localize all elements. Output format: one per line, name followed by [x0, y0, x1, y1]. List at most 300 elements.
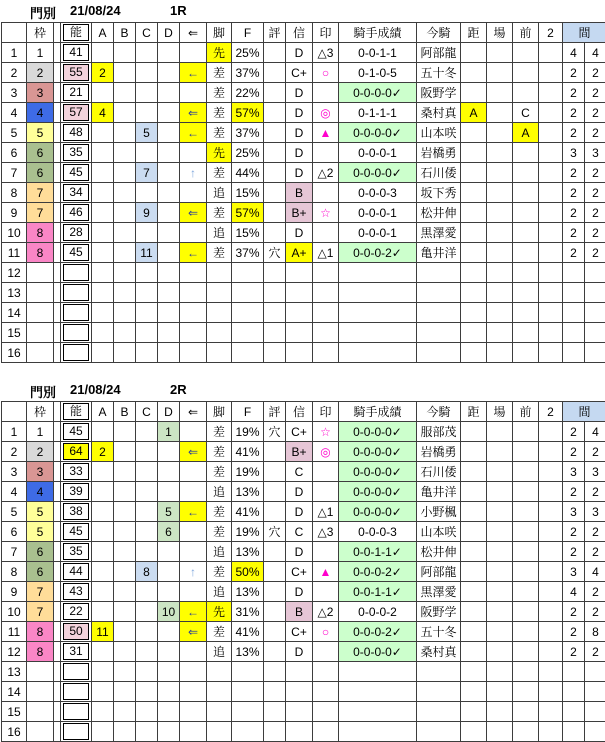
cell-ma2	[585, 722, 605, 742]
cell-hyo	[264, 303, 286, 323]
cell-C	[136, 103, 158, 123]
cell-A	[92, 602, 114, 622]
cell-hyo	[264, 702, 286, 722]
nou-value-box: 45	[63, 244, 89, 261]
cell-B	[114, 323, 136, 343]
cell-num: 5	[2, 123, 27, 143]
cell-B	[114, 43, 136, 63]
cell-ba	[487, 223, 513, 243]
cell-B	[114, 482, 136, 502]
cell-D	[158, 343, 180, 363]
cell-sep	[54, 442, 61, 462]
cell-A	[92, 223, 114, 243]
cell-F: 15%	[232, 223, 264, 243]
horse-row-7	[2, 542, 605, 562]
cell-ma1: 2	[563, 183, 585, 203]
cell-C	[136, 682, 158, 702]
cell-ma1: 2	[563, 103, 585, 123]
cell-F: 19%	[232, 522, 264, 542]
cell-B	[114, 343, 136, 363]
cell-shin: D	[286, 123, 313, 143]
cell-F	[232, 303, 264, 323]
horse-row-4	[2, 482, 605, 502]
cell-sep	[54, 63, 61, 83]
col-header-shin: 信	[286, 23, 313, 43]
cell-ma1: 2	[563, 163, 585, 183]
cell-sei: 0-0-0-0✓	[339, 123, 417, 143]
horse-row-1	[2, 43, 605, 63]
cell-mae	[513, 622, 539, 642]
cell-waku	[27, 702, 54, 722]
cell-A	[92, 143, 114, 163]
cell-D	[158, 702, 180, 722]
cell-ma2: 4	[585, 562, 605, 582]
cell-mark	[313, 482, 339, 502]
cell-ma1	[563, 323, 585, 343]
nou-value-box	[63, 344, 89, 361]
cell-B	[114, 183, 136, 203]
cell-mae: A	[513, 123, 539, 143]
cell-ashi: 追	[207, 582, 232, 602]
cell-ni	[539, 203, 563, 223]
nou-value-box: 33	[63, 463, 89, 480]
cell-A	[92, 43, 114, 63]
cell-shin: D	[286, 83, 313, 103]
cell-ba	[487, 303, 513, 323]
cell-hyo	[264, 722, 286, 742]
cell-ma1: 2	[563, 422, 585, 442]
cell-sei	[339, 303, 417, 323]
cell-D	[158, 462, 180, 482]
horse-row-6	[2, 522, 605, 542]
cell-A	[92, 642, 114, 662]
cell-arw: ←	[180, 243, 207, 263]
cell-shin: B+	[286, 442, 313, 462]
cell-mark	[313, 263, 339, 283]
col-header-B: B	[114, 23, 136, 43]
cell-D	[158, 662, 180, 682]
cell-mark	[313, 223, 339, 243]
cell-mae	[513, 163, 539, 183]
cell-C: 8	[136, 562, 158, 582]
horse-row-3	[2, 83, 605, 103]
cell-A	[92, 183, 114, 203]
cell-ba	[487, 522, 513, 542]
cell-D	[158, 642, 180, 662]
cell-ba	[487, 722, 513, 742]
cell-arw: ⇐	[180, 103, 207, 123]
cell-ashi: 差	[207, 422, 232, 442]
cell-hyo	[264, 662, 286, 682]
col-header-ba: 場	[487, 402, 513, 422]
cell-waku: 4	[27, 103, 54, 123]
cell-ba	[487, 502, 513, 522]
cell-sep	[54, 642, 61, 662]
cell-mae	[513, 702, 539, 722]
col-header-nou	[61, 23, 92, 43]
cell-nou	[61, 263, 92, 283]
cell-sep	[54, 103, 61, 123]
cell-sei: 0-0-0-2✓	[339, 243, 417, 263]
cell-D	[158, 442, 180, 462]
cell-F: 50%	[232, 562, 264, 582]
horse-row-5	[2, 123, 605, 143]
cell-A	[92, 163, 114, 183]
cell-ma1	[563, 662, 585, 682]
col-header-sep	[54, 402, 61, 422]
cell-sep	[54, 123, 61, 143]
cell-kon	[417, 343, 461, 363]
cell-shin: D	[286, 223, 313, 243]
cell-nou	[61, 522, 92, 542]
cell-ni	[539, 662, 563, 682]
col-header-ashi: 脚	[207, 23, 232, 43]
horse-row-14	[2, 682, 605, 702]
col-header-mark: 印	[313, 23, 339, 43]
cell-hyo	[264, 203, 286, 223]
cell-ni	[539, 702, 563, 722]
cell-kyori	[461, 522, 487, 542]
nou-header-box: 能	[63, 24, 89, 41]
cell-ma1: 2	[563, 522, 585, 542]
col-header-C: C	[136, 23, 158, 43]
cell-ashi: 差	[207, 562, 232, 582]
cell-hyo	[264, 562, 286, 582]
cell-kyori	[461, 343, 487, 363]
horse-row-2	[2, 63, 605, 83]
cell-mae	[513, 43, 539, 63]
cell-num: 9	[2, 203, 27, 223]
cell-shin: D	[286, 163, 313, 183]
cell-ashi	[207, 303, 232, 323]
cell-B	[114, 502, 136, 522]
cell-sep	[54, 323, 61, 343]
cell-mae	[513, 323, 539, 343]
cell-C	[136, 462, 158, 482]
cell-sei: 0-0-0-0✓	[339, 442, 417, 462]
cell-ashi	[207, 323, 232, 343]
cell-mae	[513, 442, 539, 462]
cell-mark	[313, 323, 339, 343]
cell-kyori	[461, 422, 487, 442]
cell-hyo	[264, 442, 286, 462]
cell-kon	[417, 722, 461, 742]
cell-F: 57%	[232, 203, 264, 223]
cell-mark: ○	[313, 622, 339, 642]
nou-value-box	[63, 304, 89, 321]
cell-ni	[539, 522, 563, 542]
cell-A	[92, 343, 114, 363]
cell-sep	[54, 702, 61, 722]
cell-mae	[513, 243, 539, 263]
cell-ba	[487, 542, 513, 562]
cell-ma2: 2	[585, 243, 605, 263]
cell-mae	[513, 602, 539, 622]
cell-B	[114, 203, 136, 223]
cell-ma1	[563, 263, 585, 283]
horse-row-9	[2, 582, 605, 602]
cell-F: 41%	[232, 502, 264, 522]
cell-ba	[487, 602, 513, 622]
cell-ashi: 追	[207, 223, 232, 243]
horse-row-3	[2, 462, 605, 482]
cell-waku: 6	[27, 143, 54, 163]
cell-sep	[54, 43, 61, 63]
cell-mark	[313, 662, 339, 682]
cell-mark	[313, 702, 339, 722]
cell-kyori	[461, 542, 487, 562]
cell-ashi: 差	[207, 123, 232, 143]
cell-D	[158, 223, 180, 243]
cell-waku: 8	[27, 622, 54, 642]
cell-ni	[539, 223, 563, 243]
cell-A	[92, 542, 114, 562]
cell-arw	[180, 682, 207, 702]
cell-ba	[487, 682, 513, 702]
nou-value-box: 35	[63, 543, 89, 560]
cell-B	[114, 622, 136, 642]
cell-ba	[487, 103, 513, 123]
cell-C	[136, 183, 158, 203]
cell-A	[92, 203, 114, 223]
cell-D: 10	[158, 602, 180, 622]
cell-C: 11	[136, 243, 158, 263]
col-header-ni: 2	[539, 23, 563, 43]
cell-mae	[513, 63, 539, 83]
cell-ashi: 先	[207, 143, 232, 163]
cell-A	[92, 303, 114, 323]
cell-ma2: 2	[585, 163, 605, 183]
cell-ashi: 先	[207, 43, 232, 63]
cell-ma2	[585, 303, 605, 323]
cell-F: 19%	[232, 422, 264, 442]
cell-arw	[180, 422, 207, 442]
cell-mark	[313, 343, 339, 363]
cell-D	[158, 582, 180, 602]
cell-sei	[339, 682, 417, 702]
cell-ni	[539, 582, 563, 602]
horse-row-13	[2, 662, 605, 682]
cell-mark: ▲	[313, 123, 339, 143]
cell-arw	[180, 722, 207, 742]
cell-mae	[513, 343, 539, 363]
cell-C	[136, 482, 158, 502]
cell-waku: 7	[27, 203, 54, 223]
cell-hyo	[264, 63, 286, 83]
cell-ni	[539, 163, 563, 183]
cell-kon	[417, 682, 461, 702]
cell-F	[232, 263, 264, 283]
cell-hyo	[264, 43, 286, 63]
cell-C	[136, 143, 158, 163]
cell-mark	[313, 303, 339, 323]
cell-ba	[487, 283, 513, 303]
cell-ashi: 差	[207, 103, 232, 123]
cell-D	[158, 63, 180, 83]
horse-row-4	[2, 103, 605, 123]
cell-ba	[487, 43, 513, 63]
horse-row-12	[2, 263, 605, 283]
cell-F	[232, 283, 264, 303]
cell-F: 13%	[232, 542, 264, 562]
cell-F	[232, 343, 264, 363]
cell-B	[114, 562, 136, 582]
cell-kon	[417, 323, 461, 343]
cell-sep	[54, 223, 61, 243]
cell-num: 15	[2, 323, 27, 343]
cell-ashi: 追	[207, 183, 232, 203]
cell-nou	[61, 542, 92, 562]
cell-ma2: 2	[585, 183, 605, 203]
cell-B	[114, 163, 136, 183]
cell-waku: 7	[27, 582, 54, 602]
cell-sep	[54, 343, 61, 363]
cell-arw	[180, 542, 207, 562]
col-header-sei: 騎手成績	[339, 402, 417, 422]
cell-B	[114, 243, 136, 263]
horse-row-1	[2, 422, 605, 442]
cell-ashi: 差	[207, 63, 232, 83]
cell-waku: 5	[27, 123, 54, 143]
cell-mark	[313, 283, 339, 303]
cell-hyo	[264, 602, 286, 622]
cell-B	[114, 83, 136, 103]
nou-value-box: 41	[63, 44, 89, 61]
cell-waku: 3	[27, 462, 54, 482]
column-header-row	[2, 402, 605, 422]
cell-kyori	[461, 123, 487, 143]
cell-kon: 亀井洋	[417, 243, 461, 263]
cell-ni	[539, 343, 563, 363]
cell-ba	[487, 422, 513, 442]
cell-ashi: 差	[207, 163, 232, 183]
cell-arw	[180, 303, 207, 323]
cell-shin: D	[286, 582, 313, 602]
cell-kon: 松井伸	[417, 203, 461, 223]
col-header-B: B	[114, 402, 136, 422]
cell-ashi	[207, 263, 232, 283]
cell-B	[114, 63, 136, 83]
cell-num: 3	[2, 83, 27, 103]
cell-waku: 7	[27, 183, 54, 203]
cell-hyo: 穴	[264, 422, 286, 442]
cell-D	[158, 283, 180, 303]
cell-mae	[513, 83, 539, 103]
cell-ma1	[563, 283, 585, 303]
cell-D	[158, 622, 180, 642]
col-header-D: D	[158, 23, 180, 43]
cell-ba	[487, 702, 513, 722]
col-header-ma: 間	[563, 402, 605, 422]
col-header-ba: 場	[487, 23, 513, 43]
cell-hyo	[264, 123, 286, 143]
cell-arw: ⇐	[180, 442, 207, 462]
col-header-sei: 騎手成績	[339, 23, 417, 43]
cell-shin	[286, 682, 313, 702]
cell-mark	[313, 682, 339, 702]
cell-F: 57%	[232, 103, 264, 123]
cell-ni	[539, 243, 563, 263]
cell-kon: 阿部龍	[417, 562, 461, 582]
cell-mark: ☆	[313, 422, 339, 442]
cell-kon: 山本咲	[417, 123, 461, 143]
cell-waku	[27, 662, 54, 682]
cell-ni	[539, 143, 563, 163]
cell-mae	[513, 303, 539, 323]
col-header-C: C	[136, 402, 158, 422]
cell-mae	[513, 183, 539, 203]
cell-waku: 2	[27, 63, 54, 83]
cell-mark	[313, 722, 339, 742]
cell-nou	[61, 143, 92, 163]
cell-C	[136, 343, 158, 363]
cell-A	[92, 482, 114, 502]
cell-num: 8	[2, 562, 27, 582]
cell-A	[92, 722, 114, 742]
cell-D	[158, 482, 180, 502]
col-header-nou	[61, 402, 92, 422]
cell-sei: 0-0-1-1✓	[339, 582, 417, 602]
cell-mark	[313, 582, 339, 602]
cell-shin: D	[286, 502, 313, 522]
cell-nou	[61, 283, 92, 303]
cell-ma1: 2	[563, 243, 585, 263]
cell-B	[114, 602, 136, 622]
cell-arw	[180, 263, 207, 283]
cell-ni	[539, 43, 563, 63]
cell-D	[158, 243, 180, 263]
cell-D	[158, 203, 180, 223]
cell-F: 37%	[232, 63, 264, 83]
col-header-mark: 印	[313, 402, 339, 422]
cell-num: 2	[2, 442, 27, 462]
col-header-kyori: 距	[461, 23, 487, 43]
cell-nou	[61, 642, 92, 662]
cell-hyo	[264, 223, 286, 243]
cell-C	[136, 642, 158, 662]
cell-ma1	[563, 303, 585, 323]
cell-nou	[61, 682, 92, 702]
cell-mae	[513, 642, 539, 662]
cell-D	[158, 123, 180, 143]
col-header-kyori: 距	[461, 402, 487, 422]
cell-sei: 0-0-0-0✓	[339, 642, 417, 662]
cell-ni	[539, 502, 563, 522]
cell-hyo	[264, 462, 286, 482]
cell-ba	[487, 203, 513, 223]
cell-nou	[61, 462, 92, 482]
cell-mark	[313, 183, 339, 203]
cell-ni	[539, 642, 563, 662]
cell-mae	[513, 462, 539, 482]
nou-value-box: 48	[63, 124, 89, 141]
cell-A: 2	[92, 63, 114, 83]
col-header-hyo: 評	[264, 23, 286, 43]
cell-kyori	[461, 702, 487, 722]
cell-kon: 桑村真	[417, 642, 461, 662]
cell-ma2: 2	[585, 522, 605, 542]
nou-value-box: 64	[63, 443, 89, 460]
cell-ma2: 2	[585, 83, 605, 103]
cell-sei: 0-1-1-1	[339, 103, 417, 123]
cell-num: 7	[2, 163, 27, 183]
cell-shin: D	[286, 143, 313, 163]
cell-ba	[487, 323, 513, 343]
cell-shin	[286, 662, 313, 682]
cell-ma2: 2	[585, 63, 605, 83]
cell-sep	[54, 562, 61, 582]
cell-arw	[180, 662, 207, 682]
